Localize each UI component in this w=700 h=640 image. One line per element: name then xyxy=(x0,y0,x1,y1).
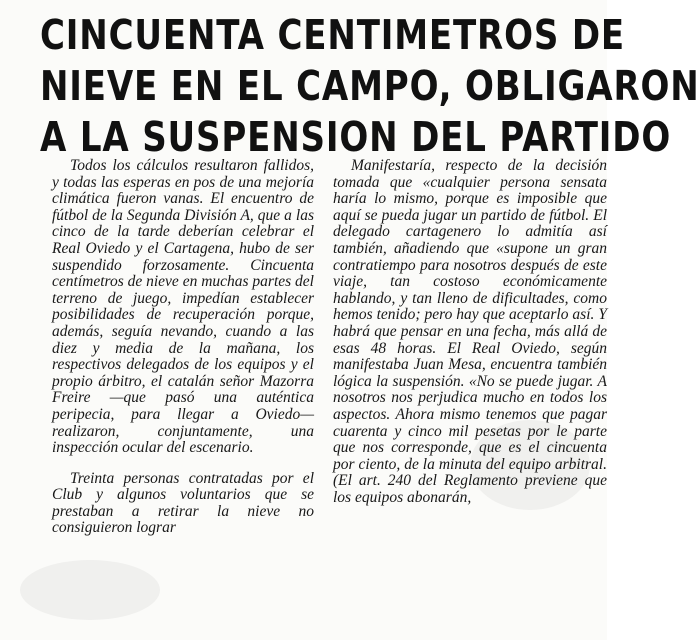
paragraph: Manifestaría, respecto de la decisión tomada que «cualquier persona sensata haría lo mismo, porque es imposible que aquí se pueda jugar un partido de fútbol. El delegado cartagenero lo admitía así también, añadiendo que «supone un gran contratiempo para nosotros después de este viaje, tan costoso económicamente hablando, y tan lleno de dificultades, como hemos tenido; pero hay que aceptarlo así. Y habrá que pensar en una fecha, más allá de esas 48 horas. El Real Oviedo, según manifestaba Juan Mesa, encuentra también lógica la suspensión. «No se puede jugar. A nosotros nos perjudica mucho en todos los aspectos. Ahora mismo tenemos que pagar cuarenta y cinco mil pesetas por le parte que nos corresponde, que es el cincuenta por ciento, de la minuta del equipo arbitral. (El art. 240 del Reglamento previene que los equipos abonarán, xyxy=(333,157,607,506)
article-headline xyxy=(40,10,700,163)
paragraph: Todos los cálculos resultaron fallidos, y todas las esperas en pos de una mejoría climática fueron vanas. El encuentro de fútbol de la Segunda División A, que a las cinco de la tarde deberían celebrar el Real Oviedo y el Cartagena, hubo de ser suspendido forzosamente. Cincuenta centímetros de nieve en muchas partes del terreno de juego, impedían establecer posibilidades de recuperación porque, además, seguía nevando, cuando a las diez y media de la mañana, los respectivos delegados de los equipos y el propio árbitro, el catalán señor Mazorra Freire —que pasó una auténtica peripecia, para llegar a Oviedo— realizaron, conjuntamente, una inspección ocular del escenario. xyxy=(52,157,314,457)
headline-line: NIEVE EN EL CAMPO, OBLIGARON xyxy=(40,62,700,110)
paragraph: Treinta personas contratadas por el Club y algunos voluntarios que se prestaban a retirar la nieve no consiguieron lograr xyxy=(52,469,314,537)
headline-line: CINCUENTA CENTIMETROS DE xyxy=(40,11,626,59)
left-column xyxy=(52,158,314,640)
headline-line: A LA SUSPENSION DEL PARTIDO xyxy=(40,113,672,161)
right-column xyxy=(333,158,607,640)
